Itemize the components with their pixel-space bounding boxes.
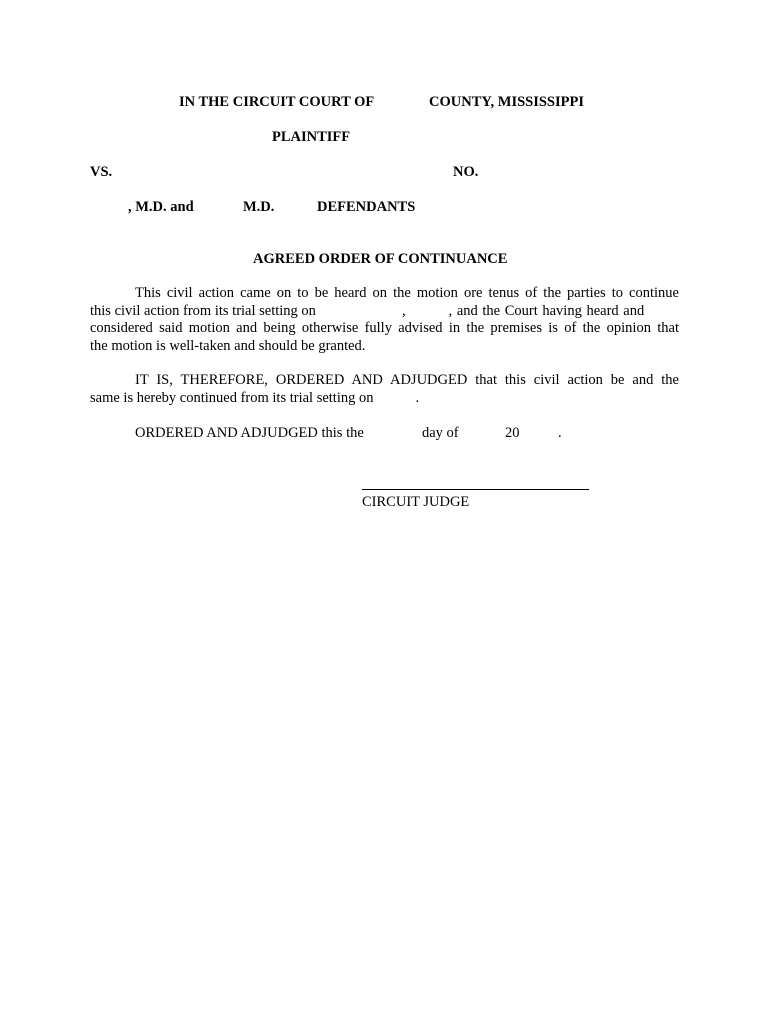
defendant-md-and: , M.D. and xyxy=(128,199,194,215)
day-of-text: day of xyxy=(422,425,459,441)
paragraph-1-line-4: the motion is well-taken and should be granted. xyxy=(90,337,366,354)
document-title: AGREED ORDER OF CONTINUANCE xyxy=(253,251,508,267)
versus-label: VS. xyxy=(90,164,113,180)
paragraph-2-line-2-a: same is hereby continued from its trial setting on xyxy=(90,389,374,406)
paragraph-2-line-2 xyxy=(90,390,679,408)
paragraph-2 xyxy=(90,372,679,407)
paragraph-2-line-1: IT IS, THEREFORE, ORDERED AND ADJUDGED that this civil action be and the xyxy=(135,372,679,388)
ordered-adjudged-text: ORDERED AND ADJUDGED this the xyxy=(135,425,364,441)
paragraph-1-line-2 xyxy=(90,303,679,321)
paragraph-1-line-1: This civil action came on to be heard on the motion ore tenus of the parties to continue xyxy=(135,285,679,301)
paragraph-1-line-2-a: this civil action from its trial setting on xyxy=(90,302,316,319)
case-number-label: NO. xyxy=(453,164,479,180)
signature-label: CIRCUIT JUDGE xyxy=(362,494,470,510)
plaintiff-label: PLAINTIFF xyxy=(272,129,351,145)
defendants-label: DEFENDANTS xyxy=(317,199,416,215)
closing-period: . xyxy=(558,425,562,441)
paragraph-1-line-2-c: , and the Court having heard and xyxy=(448,302,645,319)
paragraph-1-line-3: considered said motion and being otherwise fully advised in the premises is of the opinion that xyxy=(90,320,679,336)
signature-line xyxy=(362,489,589,490)
paragraph-2-line-2-b: . xyxy=(415,389,420,406)
court-county-state: COUNTY, MISSISSIPPI xyxy=(429,94,584,110)
court-prefix: IN THE CIRCUIT COURT OF xyxy=(179,94,375,110)
paragraph-1-line-2-b: , xyxy=(401,302,406,319)
paragraph-1 xyxy=(90,285,679,355)
defendant-md: M.D. xyxy=(243,199,275,215)
year-prefix: 20 xyxy=(505,425,520,441)
